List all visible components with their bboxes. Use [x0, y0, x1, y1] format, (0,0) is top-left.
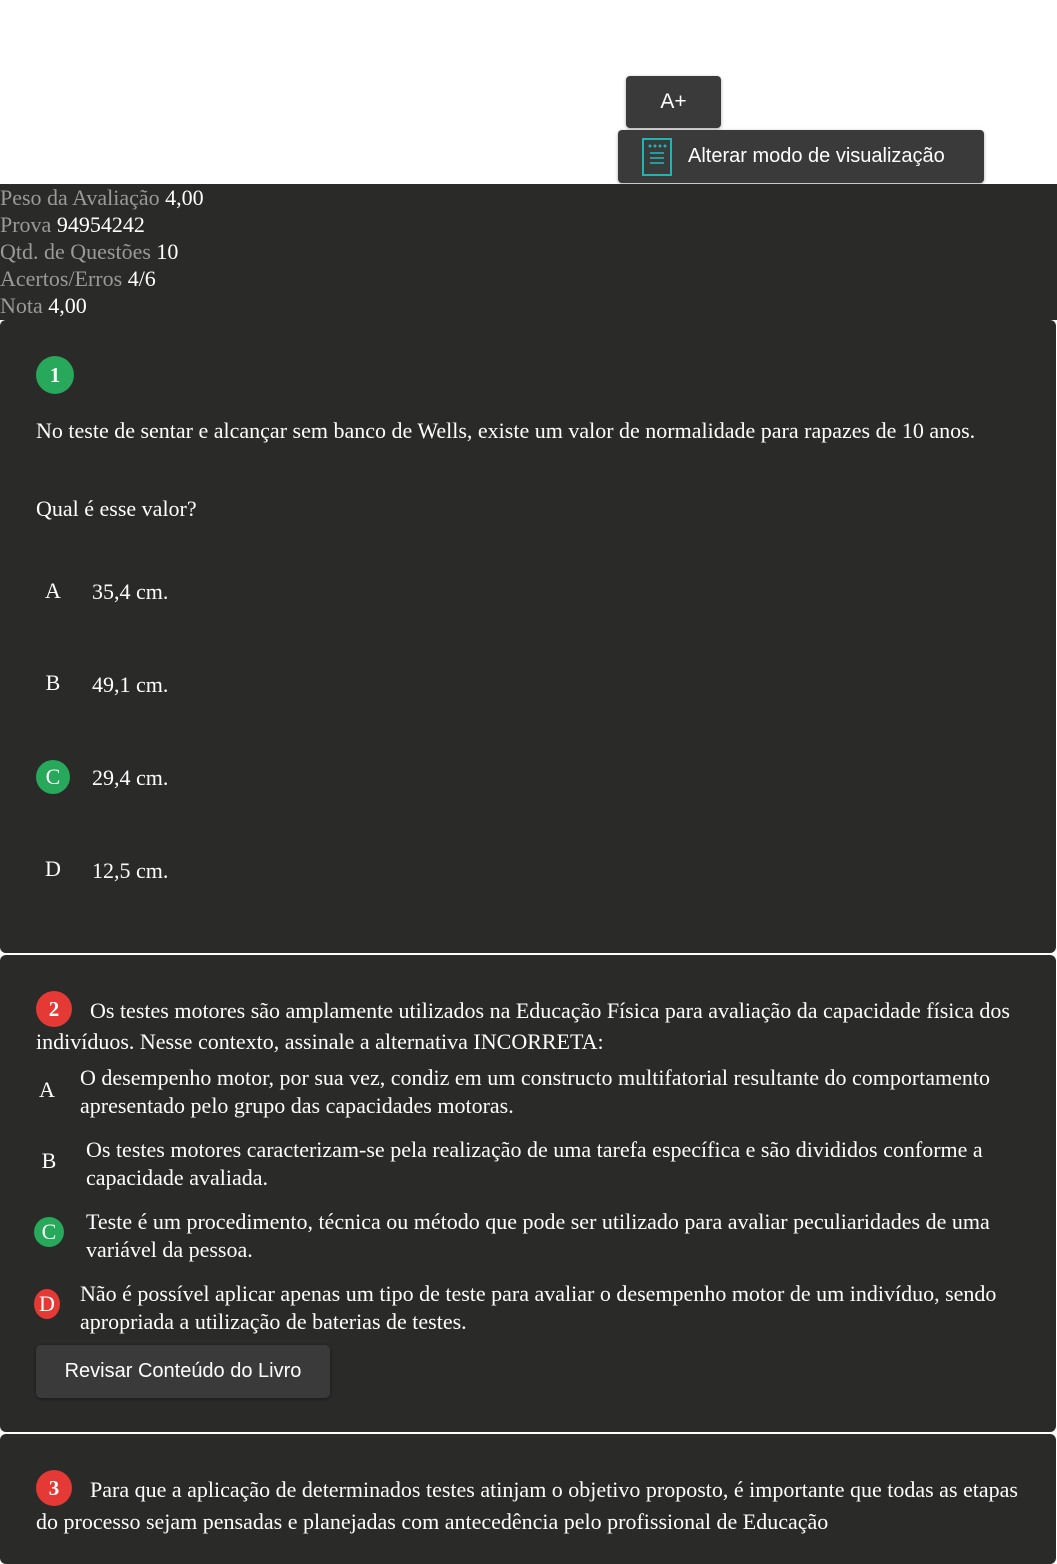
option-text: Teste é um procedimento, técnica ou método que pode ser utilizado para avaliar peculiaridades de uma variável da pessoa.: [86, 1209, 990, 1262]
option-text: 49,1 cm.: [92, 672, 169, 697]
font-size-increase-button[interactable]: A+: [626, 76, 721, 128]
info-value: 4/6: [127, 266, 156, 291]
info-value: 94954242: [56, 212, 145, 237]
info-row-exam-id: [0, 211, 1057, 238]
info-label: Nota: [0, 293, 43, 318]
info-value: 4,00: [48, 293, 87, 318]
info-row-question-count: [0, 238, 1057, 265]
question-card-3: [0, 1434, 1056, 1564]
review-book-content-button[interactable]: Revisar Conteúdo do Livro: [36, 1345, 330, 1398]
option-text: 35,4 cm.: [92, 579, 169, 604]
question-card-1: [0, 320, 1056, 953]
option-letter-wrong: D: [34, 1289, 60, 1319]
document-list-icon: [642, 138, 672, 176]
option-text: 12,5 cm.: [92, 858, 169, 883]
option-letter: A: [39, 1077, 55, 1102]
option-letter: A: [45, 578, 61, 603]
exam-info-panel: [0, 184, 1057, 320]
question-text: Para que a aplicação de determinados testes atinjam o objetivo proposto, é importante que todas as etapas do processo sejam pensadas e planejadas com antecedência pelo profissional de Educação: [36, 1477, 1018, 1534]
info-label: Acertos/Erros: [0, 266, 123, 291]
question-number-badge: 2: [36, 991, 72, 1027]
option-text: O desempenho motor, por sua vez, condiz em um constructo multifatorial resultante do comportamento apresentado pelo grupo das capacidades motoras.: [80, 1065, 991, 1118]
view-mode-button[interactable]: [618, 130, 984, 183]
view-mode-label: Alterar modo de visualização: [688, 145, 945, 167]
top-toolbar-area: [0, 0, 1057, 184]
option-text: Os testes motores caracterizam-se pela realização de uma tarefa específica e são divididos conforme a capacidade avaliada.: [86, 1137, 983, 1190]
option-letter: B: [45, 670, 61, 695]
option-letter: D: [45, 856, 61, 881]
option-letter-correct: C: [34, 1217, 64, 1247]
question-card-2: [0, 955, 1056, 1432]
info-row-hits-errors: [0, 265, 1057, 292]
option-letter: B: [41, 1148, 57, 1173]
question-number-badge: 1: [36, 356, 74, 394]
option-text: 29,4 cm.: [92, 765, 169, 790]
info-value: 4,00: [165, 185, 204, 210]
question-prompt: Qual é esse valor?: [36, 496, 197, 521]
question-text: Os testes motores são amplamente utilizados na Educação Física para avaliação da capacidade física dos indivíduos. Nesse contexto, assinale a alternativa INCORRETA:: [36, 998, 1010, 1054]
question-text: No teste de sentar e alcançar sem banco de Wells, existe um valor de normalidade para rapazes de 10 anos.: [36, 418, 976, 443]
info-row-grade: [0, 292, 1057, 319]
info-value: 10: [156, 239, 179, 264]
option-letter-correct: C: [36, 760, 70, 794]
info-label: Prova: [0, 212, 52, 237]
question-number-badge: 3: [36, 1470, 72, 1506]
info-label: Peso da Avaliação: [0, 185, 160, 210]
info-row-weight: [0, 184, 1057, 211]
option-text: Não é possível aplicar apenas um tipo de teste para avaliar o desempenho motor de um indivíduo, sendo apropriada a utilização de baterias de testes.: [80, 1281, 997, 1334]
info-label: Qtd. de Questões: [0, 239, 151, 264]
